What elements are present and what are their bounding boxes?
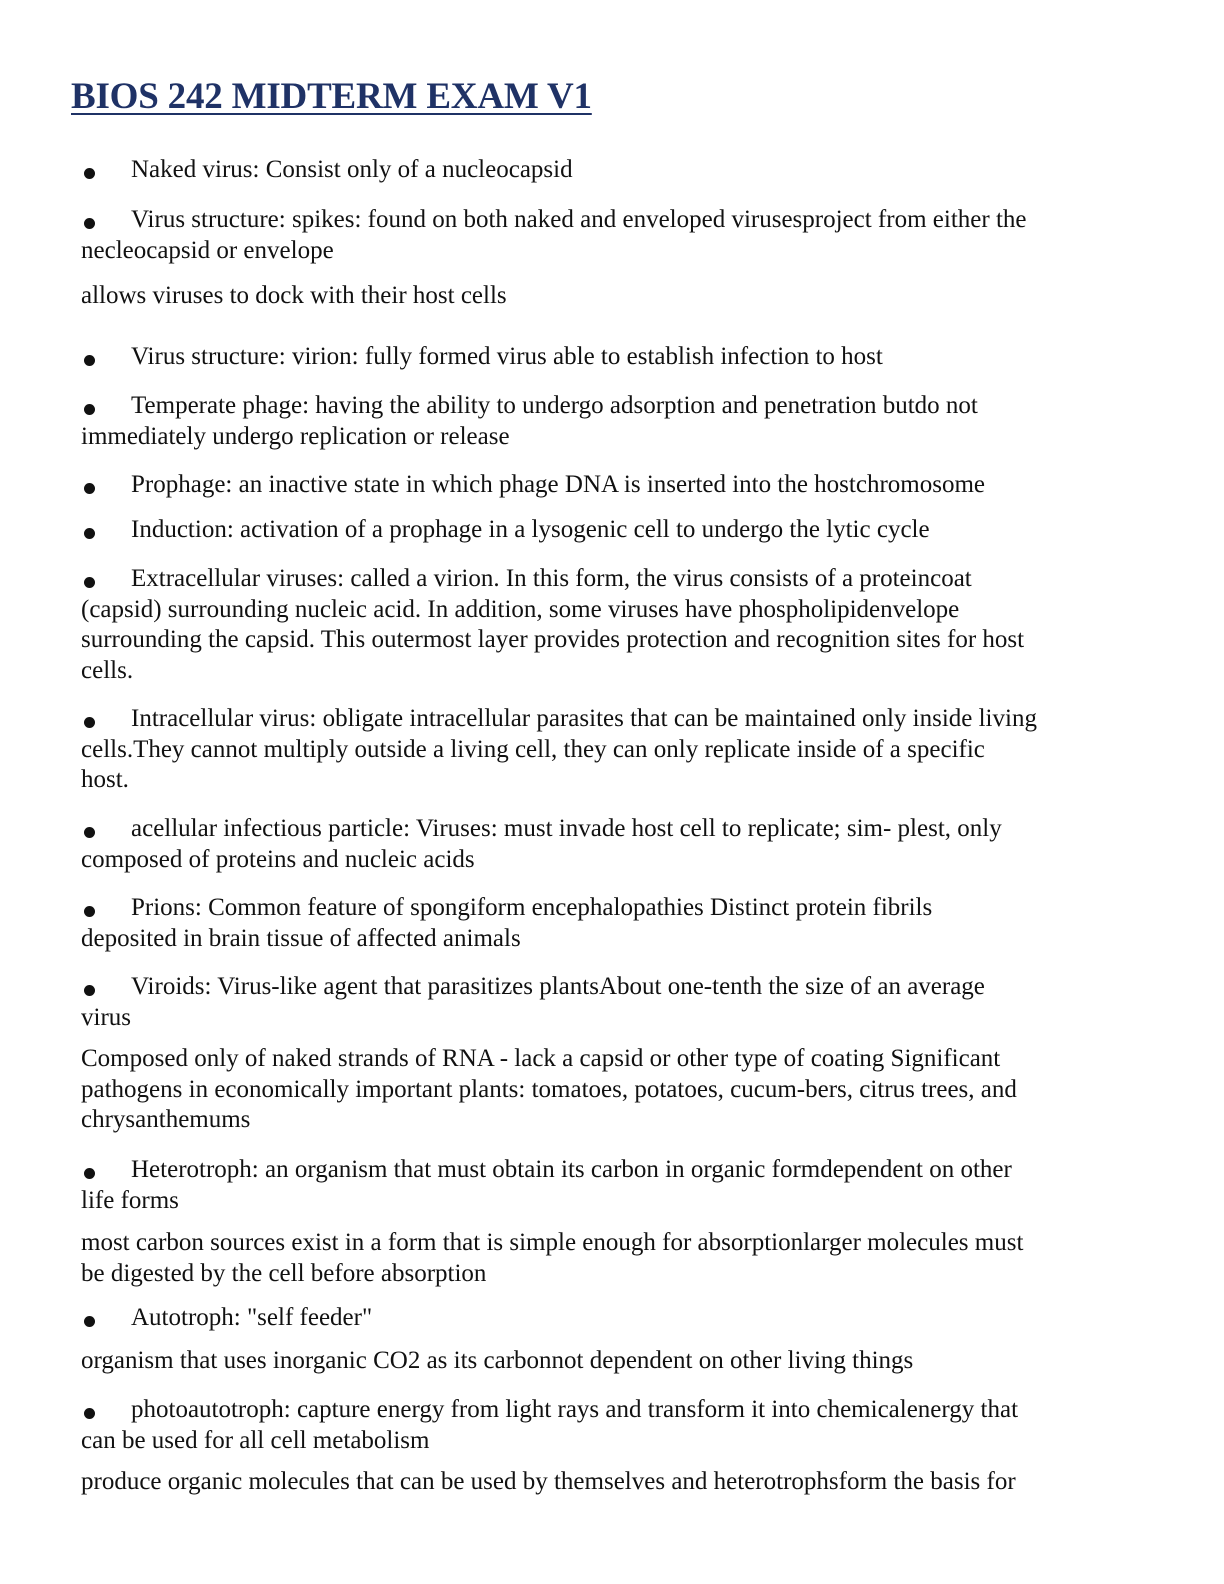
text-line: cells. — [81, 656, 134, 684]
bullet-item — [81, 1303, 1131, 1334]
text-line: photoautotroph: capture energy from light rays and transform it into chemicalenergy that — [131, 1396, 1019, 1423]
text-line: Prophage: an inactive state in which phage DNA is inserted into the hostchromosome — [131, 471, 985, 498]
text-line: necleocapsid or envelope — [81, 236, 334, 264]
text-line: organism that uses inorganic CO2 as its carbonnot dependent on other living things — [81, 1347, 914, 1374]
text-line: Induction: activation of a prophage in a lysogenic cell to undergo the lytic cycle — [131, 516, 930, 543]
paragraph — [81, 281, 1131, 312]
text-line: immediately undergo replication or release — [81, 422, 510, 450]
text-line: Naked virus: Consist only of a nucleocapsid — [131, 156, 573, 183]
text-line: allows viruses to dock with their host cells — [81, 282, 507, 309]
text-line: Autotroph: "self feeder" — [131, 1304, 373, 1331]
text-line: (capsid) surrounding nucleic acid. In addition, some viruses have phospholipidenvelope — [81, 595, 960, 623]
bullet-item — [81, 1395, 1131, 1456]
bullet-icon — [84, 528, 95, 539]
text-line: chrysanthemums — [81, 1106, 251, 1133]
bullet-icon — [84, 483, 95, 494]
bullet-item — [81, 893, 1131, 954]
bullet-icon — [84, 827, 95, 838]
bullet-icon — [84, 218, 95, 229]
paragraph — [81, 1228, 1131, 1289]
text-line: be digested by the cell before absorption — [81, 1259, 487, 1287]
bullet-icon — [84, 168, 95, 179]
text-line: cells.They cannot multiply outside a living cell, they can only replicate inside of a specific — [81, 735, 985, 763]
text-line: most carbon sources exist in a form that is simple enough for absorptionlarger molecules must — [81, 1229, 1024, 1256]
text-line: can be used for all cell metabolism — [81, 1426, 430, 1454]
text-line: acellular infectious particle: Viruses: must invade host cell to replicate; sim- plest, only — [131, 815, 1002, 842]
text-line: Virus structure: virion: fully formed virus able to establish infection to host — [131, 343, 883, 370]
paragraph — [81, 1044, 1131, 1136]
bullet-icon — [84, 577, 95, 588]
page-title: BIOS 242 MIDTERM EXAM V1 — [71, 76, 592, 117]
text-line: Prions: Common feature of spongiform encephalopathies Distinct protein fibrils — [131, 894, 933, 921]
text-line: produce organic molecules that can be used by themselves and heterotrophsform the basis for — [81, 1468, 1016, 1495]
bullet-item — [81, 564, 1131, 686]
bullet-item — [81, 470, 1131, 501]
text-line: surrounding the capsid. This outermost layer provides protection and recognition sites for host — [81, 626, 1025, 653]
bullet-icon — [84, 985, 95, 996]
bullet-icon — [84, 1316, 95, 1327]
bullet-item — [81, 814, 1131, 875]
bullet-item — [81, 391, 1131, 452]
text-line: Temperate phage: having the ability to undergo adsorption and penetration butdo not — [131, 392, 978, 419]
text-line: Viroids: Virus-like agent that parasitizes plantsAbout one-tenth the size of an average — [131, 973, 985, 1000]
bullet-item — [81, 155, 1131, 186]
text-line: Extracellular viruses: called a virion. In this form, the virus consists of a proteincoat — [131, 565, 972, 592]
text-line: deposited in brain tissue of affected animals — [81, 924, 521, 952]
text-line: Intracellular virus: obligate intracellular parasites that can be maintained only inside living — [131, 705, 1037, 732]
text-line: virus — [81, 1003, 131, 1031]
text-line: Heterotroph: an organism that must obtain its carbon in organic formdependent on other — [131, 1156, 1012, 1183]
bullet-icon — [84, 717, 95, 728]
bullet-icon — [84, 355, 95, 366]
text-line: composed of proteins and nucleic acids — [81, 845, 475, 873]
bullet-icon — [84, 1168, 95, 1179]
bullet-icon — [84, 1408, 95, 1419]
bullet-item — [81, 1155, 1131, 1216]
paragraph — [81, 1467, 1131, 1498]
paragraph — [81, 1346, 1131, 1377]
text-line: pathogens in economically important plants: tomatoes, potatoes, cucum-bers, citrus trees, and — [81, 1075, 1017, 1103]
text-line: Composed only of naked strands of RNA - lack a capsid or other type of coating Significant — [81, 1045, 1001, 1072]
text-line: host. — [81, 766, 129, 793]
bullet-item — [81, 342, 1131, 373]
bullet-item — [81, 205, 1131, 266]
text-line: life forms — [81, 1186, 179, 1214]
bullet-item — [81, 972, 1131, 1033]
bullet-icon — [84, 404, 95, 415]
bullet-item — [81, 704, 1131, 796]
bullet-item — [81, 515, 1131, 546]
text-line: Virus structure: spikes: found on both naked and enveloped virusesproject from either the — [131, 206, 1027, 233]
bullet-icon — [84, 906, 95, 917]
